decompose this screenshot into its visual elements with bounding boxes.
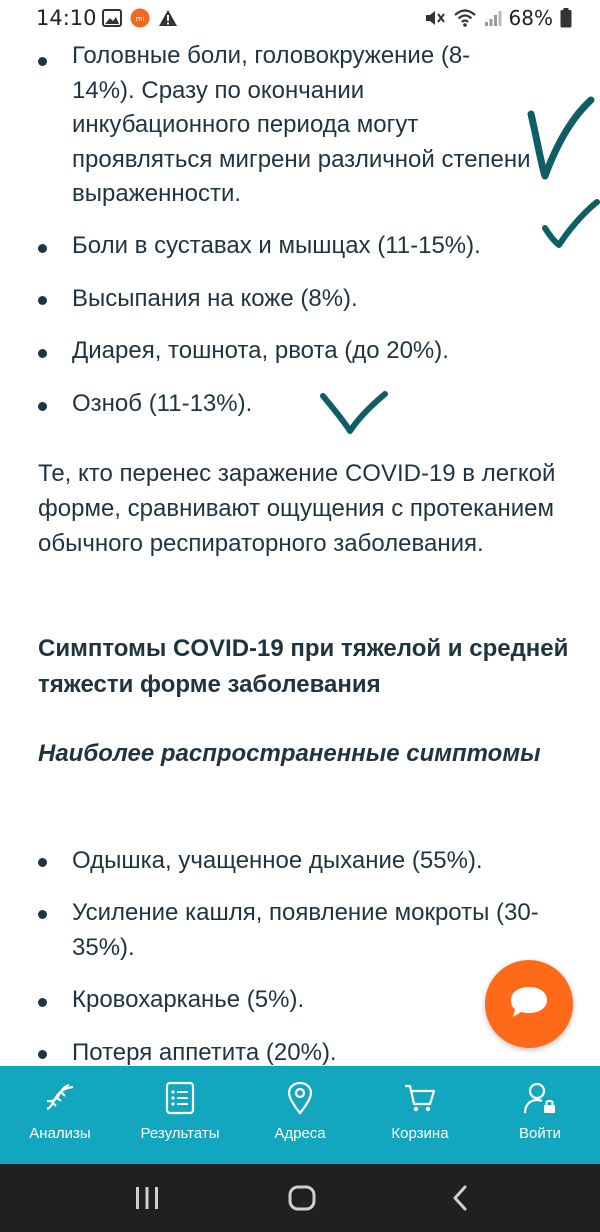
paragraph: Те, кто перенес заражение COVID-19 в легкой форме, сравнивают ощущения с протеканием обычного респираторного заболевания. <box>38 460 556 557</box>
home-icon <box>288 1185 316 1211</box>
status-bar <box>0 0 600 36</box>
mute-icon <box>424 8 446 28</box>
list-item: Высыпания на коже (8%). <box>72 285 358 312</box>
nav-item-login[interactable] <box>480 1066 600 1164</box>
system-navigation-bar <box>0 1164 600 1232</box>
signal-icon <box>484 9 502 27</box>
chat-button[interactable] <box>485 960 573 1048</box>
bullet-dot <box>38 296 47 305</box>
bullet-dot <box>38 57 47 66</box>
bullet-dot <box>38 402 47 411</box>
status-time: 14:10 <box>36 6 97 30</box>
checkmark-annotation-icon <box>540 196 600 251</box>
bullet-dot <box>38 858 47 867</box>
nav-label: Анализы <box>29 1125 91 1142</box>
list-item: Усиление кашля, появление мокроты (30-35%). <box>72 899 539 961</box>
home-button[interactable] <box>282 1182 322 1214</box>
section-heading: Симптомы COVID-19 при тяжелой и средней тяжести форме заболевания <box>38 635 569 698</box>
recents-button[interactable] <box>127 1182 167 1214</box>
bullet-dot <box>38 1050 47 1059</box>
battery-icon <box>560 8 572 28</box>
list-item: Боли в суставах и мышцах (11-15%). <box>72 232 481 259</box>
back-button[interactable] <box>440 1182 480 1214</box>
location-pin-icon <box>286 1081 314 1115</box>
gallery-icon <box>102 9 122 27</box>
list-item: Одышка, учащенное дыхание (55%). <box>72 847 483 874</box>
nav-label: Корзина <box>391 1125 449 1142</box>
list-item: Кровохарканье (5%). <box>72 986 305 1013</box>
chat-bubble-icon <box>507 984 551 1024</box>
checkmark-annotation-icon <box>318 386 390 436</box>
bullet-dot <box>38 998 47 1007</box>
bullet-dot <box>38 244 47 253</box>
list-item: Озноб (11-13%). <box>72 390 253 417</box>
article-content <box>0 36 600 1066</box>
list-item: Головные боли, головокружение (8-14%). Сразу по окончании инкубационного периода могут проявляться мигрени различной степени выраженности. <box>72 42 531 207</box>
mi-app-icon <box>130 8 150 28</box>
svg-text:mi: mi <box>135 15 145 23</box>
nav-label: Войти <box>519 1125 561 1142</box>
nav-label: Адреса <box>274 1125 326 1142</box>
bottom-navigation <box>0 1066 600 1164</box>
nav-item-results[interactable] <box>120 1066 240 1164</box>
recents-icon <box>134 1186 160 1210</box>
checkmark-annotation-icon <box>525 94 595 184</box>
bullet-dot <box>38 349 47 358</box>
nav-item-analyses[interactable] <box>0 1066 120 1164</box>
cart-icon <box>403 1082 437 1114</box>
nav-item-cart[interactable] <box>360 1066 480 1164</box>
list-icon <box>164 1081 196 1115</box>
back-icon <box>451 1184 469 1212</box>
nav-item-addresses[interactable] <box>240 1066 360 1164</box>
list-item: Потеря аппетита (20%). <box>72 1039 337 1066</box>
dna-icon <box>43 1081 77 1115</box>
list-item: Диарея, тошнота, рвота (до 20%). <box>72 337 449 364</box>
wifi-icon <box>453 8 477 28</box>
battery-percent: 68% <box>508 6 553 30</box>
nav-label: Результаты <box>140 1125 220 1142</box>
section-subheading: Наиболее распространенные симптомы <box>38 740 541 767</box>
bullet-dot <box>38 910 47 919</box>
user-lock-icon <box>523 1081 557 1115</box>
warning-icon <box>158 9 178 27</box>
